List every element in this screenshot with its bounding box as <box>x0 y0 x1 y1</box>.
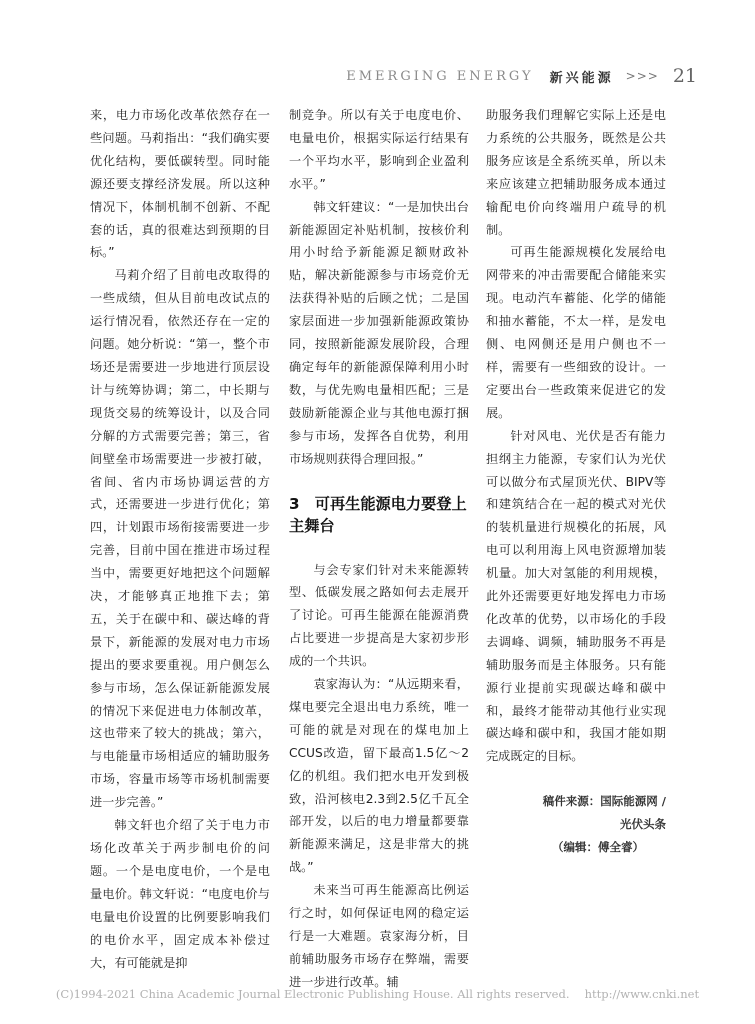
paragraph: 制竞争。所以有关于电度电价、电量电价，根据实际运行结果有一个平均水平，影响到企业盈利水平。” <box>289 108 469 191</box>
column-1 <box>90 104 270 974</box>
section-heading: 3 可再生能源电力要登上主舞台 <box>289 494 467 535</box>
copyright-footer: (C)1994-2021 China Academic Journal Electronic Publishing House. All rights reserved. http://www.cnki.net <box>55 987 700 1001</box>
source-line: 光伏头条 <box>620 817 666 832</box>
article-source <box>486 790 666 859</box>
paragraph: 马莉介绍了目前电改取得的一些成绩，但从目前电改试点的运行情况看，依然还存在一定的问题。她分析说：“第一，整个市场还是需要进一步地进行顶层设计与统筹协调；第二，中长期与现货交易的统筹设计，以及合同分解的方式需要完善；第三，省间壁垒市场需要进一步被打破，省间、省内市场协调运营的方式，还需要进一步进行优化；第四，计划跟市场衔接需要进一步完善，目前中国在推进市场过程当中，需要更好地把这个问题解决，才能够真正地推下去；第五，关于在碳中和、碳达峰的背景下，新能源的发展对电力市场提出的要求要重视。用户侧怎么参与市场，怎么保证新能源发展的情况下来促进电力体制改革，这也带来了较大的挑战；第六，与电能量市场相适应的辅助服务市场，容量市场等市场机制需要进一步完善。” <box>90 268 270 810</box>
paragraph: 韩文轩也介绍了关于电力市场化改革关于两步制电价的问题。一个是电度电价，一个是电量电价。韩文轩说：“电度电价与电量电价设置的比例要影响我们的电价水平，固定成本补偿过大，有可能就是抑 <box>90 818 270 970</box>
paragraph: 袁家海认为：“从远期来看，煤电要完全退出电力系统，唯一可能的就是对现在的煤电加上CCUS改造，留下最高1.5亿～2亿的机组。我们把水电开发到极致，沿河核电2.3到2.5亿千瓦全部开发，以后的电力增量都要靠新能源来满足，这是非常大的挑战。” <box>289 677 469 875</box>
page-number: 21 <box>672 65 697 87</box>
section-name-english: EMERGING ENERGY <box>346 68 534 84</box>
paragraph: 助服务我们理解它实际上还是电力系统的公共服务，既然是公共服务应该是全系统买单，所以未来应该建立把辅助服务成本通过输配电价向终端用户疏导的机制。 <box>486 108 666 237</box>
paragraph: 未来当可再生能源高比例运行之时，如何保证电网的稳定运行是一大难题。袁家海分析，目前辅助服务市场存在弊端，需要进一步进行改革。辅 <box>289 883 469 989</box>
paragraph: 韩文轩建议：“一是加快出台新能源固定补贴机制，按核价利用小时给予新能源足额财政补贴，解决新能源参与市场竞价无法获得补贴的后顾之忧；二是国家层面进一步加强新能源政策协同，按照新能源发展阶段，合理确定每年的新能源保障利用小时数，与优先购电量相匹配；三是鼓励新能源企业与其他电源打捆参与市场，发挥各自优势，利用市场规则获得合理回报。” <box>289 199 469 466</box>
column-2 <box>289 104 469 994</box>
column-3 <box>486 104 666 859</box>
paragraph: 可再生能源规模化发展给电网带来的冲击需要配合储能来实现。电动汽车蓄能、化学的储能和抽水蓄能，不太一样，是发电侧、电网侧还是用户侧也不一样，需要有一些细致的设计。一定要出台一些政策来促进它的发展。 <box>486 245 666 420</box>
editor-credit: （编辑：傅全睿） <box>552 840 644 855</box>
source-line: 稿件来源：国际能源网 / <box>542 794 666 809</box>
paragraph: 来，电力市场化改革依然存在一些问题。马莉指出：“我们确实要优化结构，要低碳转型。同时能源还要支撑经济发展。所以这种情况下，体制机制不创新、不配套的话，真的很难达到预期的目标。” <box>90 108 270 260</box>
running-header <box>346 64 697 88</box>
section-name-chinese: 新兴能源 <box>549 70 614 86</box>
paragraph: 与会专家们针对未来能源转型、低碳发展之路如何去走展开了讨论。可再生能源在能源消费占比要进一步提高是大家初步形成的一个共识。 <box>289 562 469 669</box>
chevron-right-icon: >>> <box>625 69 659 83</box>
paragraph: 针对风电、光伏是否有能力担纲主力能源，专家们认为光伏可以做分布式屋顶光伏、BIPV等和建筑结合在一起的模式对光伏的装机量进行规模化的拓展，风电可以利用海上风电资源增加装机量。加大对氢能的利用规模，此外还需要更好地发挥电力市场化改革的优势，以市场化的手段去调峰、调频，辅助服务不再是辅助服务而是主体服务。只有能源行业提前实现碳达峰和碳中和，最终才能带动其他行业实现碳达峰和碳中和，我国才能如期完成既定的目标。 <box>486 428 666 764</box>
